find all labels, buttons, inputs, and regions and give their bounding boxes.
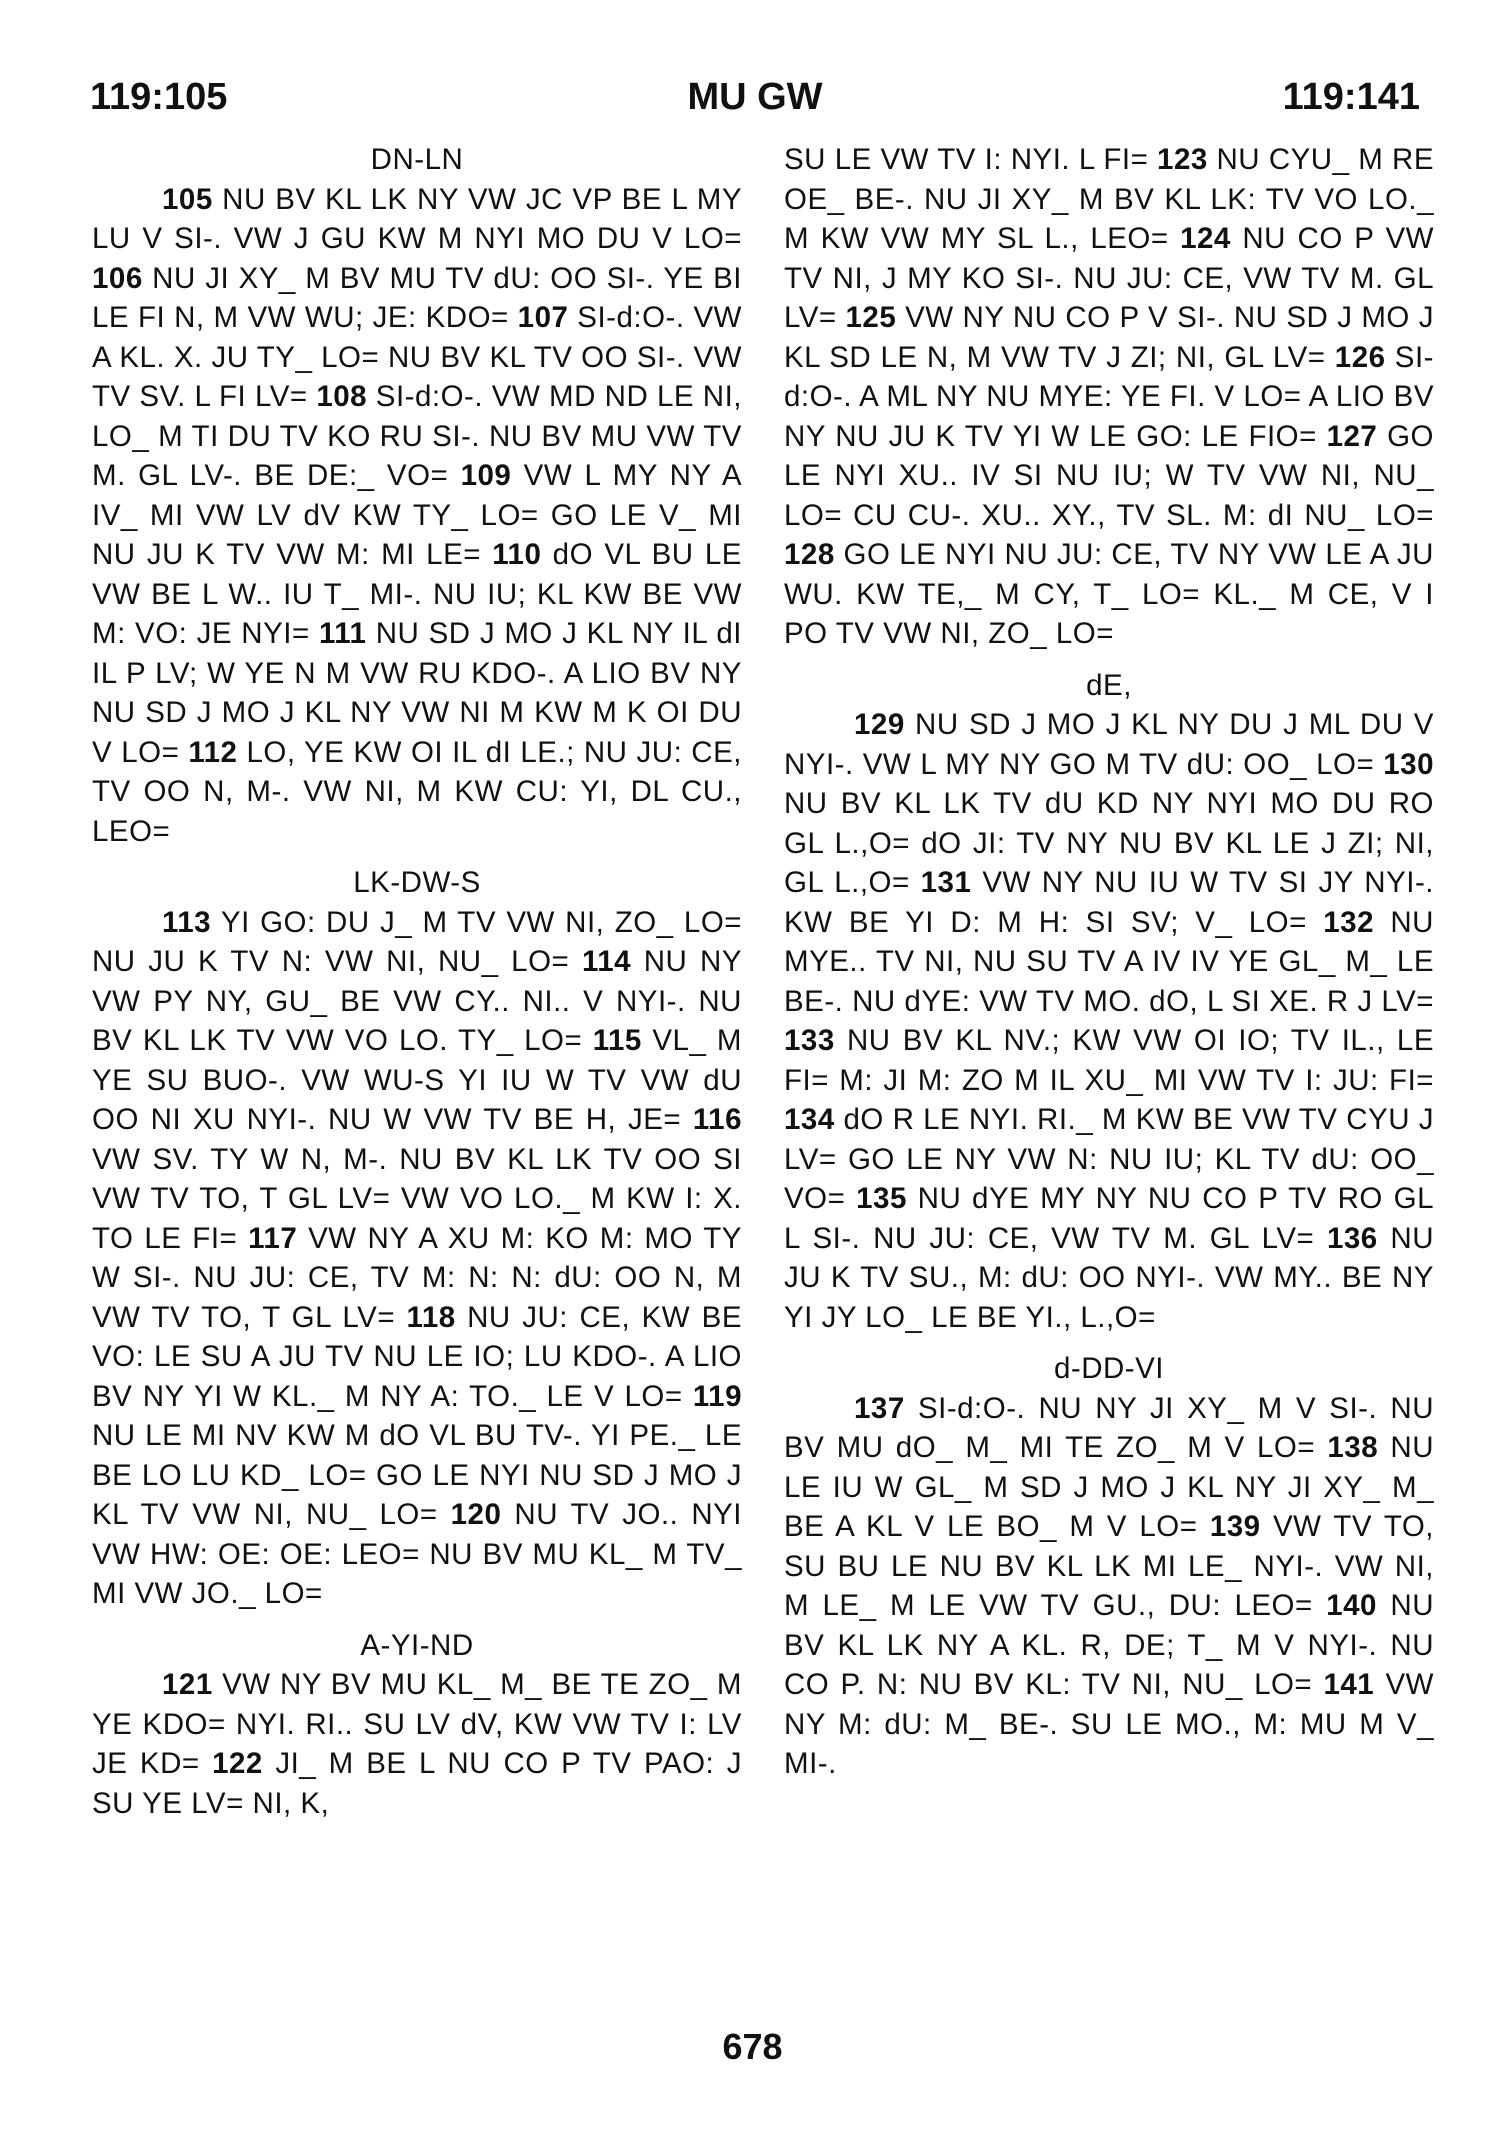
verse-number: 138 [1327, 1431, 1379, 1464]
verse-number: 128 [784, 538, 835, 571]
verse-number: 129 [854, 708, 905, 741]
page-number: 678 [722, 2026, 783, 2067]
verse-number: 140 [1326, 1589, 1377, 1622]
verse-number: 108 [316, 380, 368, 413]
section-heading: LK-DW-S [353, 866, 481, 899]
verse-number: 105 [162, 182, 213, 216]
verse-number: 123 [1157, 143, 1208, 176]
verse-number: 110 [492, 538, 542, 571]
verse-number: 122 [212, 1747, 263, 1780]
verse-number: 134 [784, 1103, 835, 1136]
verse-number: 121 [162, 1668, 213, 1701]
page-header [90, 72, 1420, 122]
verse-paragraph: 105 NU BV KL LK NY VW JC VP BE L MY LU V SI-. VW J GU KW M NYI MO DU V LO= 106 NU JI XY_ M BV MU TV dU: OO SI-. YE BI LE FI N, M VW WU; JE: KDO= 107 SI-d:O-. VW A KL. X. JU TY_ LO= NU BV KL TV OO SI-. VW TV SV. L FI LV= 108 SI-d:O-. VW MD ND LE NI, LO_ M TI DU TV KO RU SI-. NU BV MU VW TV M. GL LV-. BE DE:_ VO= 109 VW L MY NY A IV_ MI VW LV dV KW TY_ LO= GO LE V_ MI NU JU K TV VW M: MI LE= 110 dO VL BU LE VW BE L W.. IU T_ MI-. NU IU; KL KW BE VW M: VO: JE NYI= 111 NU SD J MO J KL NY IL dI IL P LV; W YE N M VW RU KDO-. A LIO BV NY NU SD J MO J KL NY VW NI M KW M K OI DU V LO= 112 LO, YE KW OI IL dI LE.; NU JU: CE, TV OO N, M-. VW NI, M KW CU: YI, DL CU., LEO= [92, 182, 742, 848]
verse-number: 139 [1209, 1510, 1261, 1543]
verse-number: 127 [1326, 419, 1378, 453]
verse-paragraph: 137 SI-d:O-. NU NY JI XY_ M V SI-. NU BV MU dO_ M_ MI TE ZO_ M V LO= 138 NU LE IU W GL_ M SD J MO J KL NY JI XY_ M_ BE A KL V LE BO_ M V LO= 139 VW TV TO, SU BU LE NU BV KL LK MI LE_ NYI-. VW NI, M LE_ M LE VW TV GU., DU: LEO= 140 NU BV KL LK NY A KL. R, DE; T_ M V NYI-. NU CO P. N: NU BV KL: TV NI, NU_ LO= 141 VW NY M: dU: M_ BE-. SU LE MO., M: MU M V_ MI-. [784, 1391, 1434, 1780]
verse-number: 125 [845, 301, 897, 334]
left-column [92, 140, 742, 1823]
verse-number: 132 [1323, 905, 1374, 939]
verse-number: 136 [1326, 1221, 1378, 1255]
header-chapter-end: 119:141 [1282, 76, 1420, 118]
verse-paragraph: 129 NU SD J MO J KL NY DU J ML DU V NYI-. VW L MY NY GO M TV dU: OO_ LO= 130 NU BV KL LK TV dU KD NY NYI MO DU RO GL L.,O= dO JI: TV NY NU BV KL LE J ZI; NI, GL L.,O= 131 VW NY NU IU W TV SI JY NYI-. KW BE YI D: M H: SI SV; V_ LO= 132 NU MYE.. TV NI, NU SU TV A IV IV YE GL_ M_ LE BE-. NU dYE: VW TV MO. dO, L SI XE. R J LV= 133 NU BV KL NV.; KW VW OI IO; TV IL., LE FI= M: JI M: ZO M IL XU_ MI VW TV I: JU: FI= 134 dO R LE NYI. RI._ M KW BE VW TV CYU J LV= GO LE NY VW N: NU IU; KL TV dU: OO_ VO= 135 NU dYE MY NY NU CO P TV RO GL L SI-. NU JU: CE, VW TV M. GL LV= 136 NU JU K TV SU., M: dU: OO NYI-. VW MY.. BE NY YI JY LO_ LE BE YI., L.,O= [784, 708, 1435, 1334]
verse-paragraph: 121 VW NY BV MU KL_ M_ BE TE ZO_ M YE KDO= NYI. RI.. SU LV dV, KW VW TV I: LV JE KD= 122 JI_ M BE L NU CO P TV PAO: J SU YE LV= NI, K, [92, 1668, 742, 1820]
verse-number: 120 [450, 1498, 502, 1531]
verse-number: 131 [920, 866, 972, 899]
verse-number: 135 [856, 1182, 907, 1215]
verse-number: 130 [1383, 747, 1434, 781]
verse-number: 119 [692, 1379, 742, 1413]
verse-number: 133 [784, 1024, 835, 1057]
verse-number: 113 [162, 905, 212, 939]
verse-number: 124 [1180, 222, 1231, 255]
section-heading: dE, [1086, 668, 1132, 702]
section-heading: d-DD-VI [1053, 1352, 1165, 1385]
section-heading: DN-LN [370, 143, 464, 176]
verse-number: 116 [692, 1103, 742, 1136]
header-book-title: MU GW [687, 76, 823, 118]
verse-number: 112 [188, 735, 238, 769]
verse-number: 118 [406, 1300, 456, 1334]
verse-number: 115 [592, 1024, 642, 1057]
verse-number: 117 [248, 1221, 298, 1255]
verse-number: 109 [460, 459, 512, 492]
verse-number: 114 [581, 945, 632, 978]
right-column [784, 140, 1434, 1784]
verse-number: 107 [517, 301, 569, 334]
verse-number: 137 [854, 1391, 905, 1425]
verse-number: 126 [1334, 340, 1386, 374]
verse-paragraph: SU LE VW TV I: NYI. L FI= 123 NU CYU_ M RE OE_ BE-. NU JI XY_ M BV KL LK: TV VO LO._ M KW VW MY SL L., LEO= 124 NU CO P VW TV NI, J MY KO SI-. NU JU: CE, VW TV M. GL LV= 125 VW NY NU CO P V SI-. NU SD J MO J KL SD LE N, M VW TV J ZI; NI, GL LV= 126 SI-d:O-. A ML NY NU MYE: YE FI. V LO= A LIO BV NY NU JU K TV YI W LE GO: LE FIO= 127 GO LE NYI XU.. IV SI NU IU; W TV VW NI, NU_ LO= CU CU-. XU.. XY., TV SL. M: dI NU_ LO= 128 GO LE NYI NU JU: CE, TV NY VW LE A JU WU. KW TE,_ M CY, T_ LO= KL._ M CE, V I PO TV VW NI, ZO_ LO= [784, 143, 1434, 650]
header-chapter-start: 119:105 [90, 76, 228, 118]
verse-paragraph: 113 YI GO: DU J_ M TV VW NI, ZO_ LO= NU JU K TV N: VW NI, NU_ LO= 114 NU NY VW PY NY, GU_ BE VW CY.. NI.. V NYI-. NU BV KL LK TV VW VO LO. TY_ LO= 115 VL_ M YE SU BUO-. VW WU-S YI IU W TV VW dU OO NI XU NYI-. NU W VW TV BE H, JE= 116 VW SV. TY W N, M-. NU BV KL LK TV OO SI VW TV TO, T GL LV= VW VO LO._ M KW I: X. TO LE FI= 117 VW NY A XU M: KO M: MO TY W SI-. NU JU: CE, TV M: N: N: dU: OO N, M VW TV TO, T GL LV= 118 NU JU: CE, KW BE VO: LE SU A JU TV NU LE IO; LU KDO-. A LIO BV NY YI W KL._ M NY A: TO._ LE V LO= 119 NU LE MI NV KW M dO VL BU TV-. YI PE._ LE BE LO LU KD_ LO= GO LE NYI NU SD J MO J KL TV VW NI, NU_ LO= 120 NU TV JO.. NYI VW HW: OE: OE: LEO= NU BV MU KL_ M TV_ MI VW JO._ LO= [92, 905, 742, 1610]
verse-number: 111 [318, 617, 367, 650]
section-heading: A-YI-ND [360, 1628, 474, 1662]
verse-number: 141 [1323, 1668, 1375, 1701]
verse-number: 106 [92, 261, 143, 295]
